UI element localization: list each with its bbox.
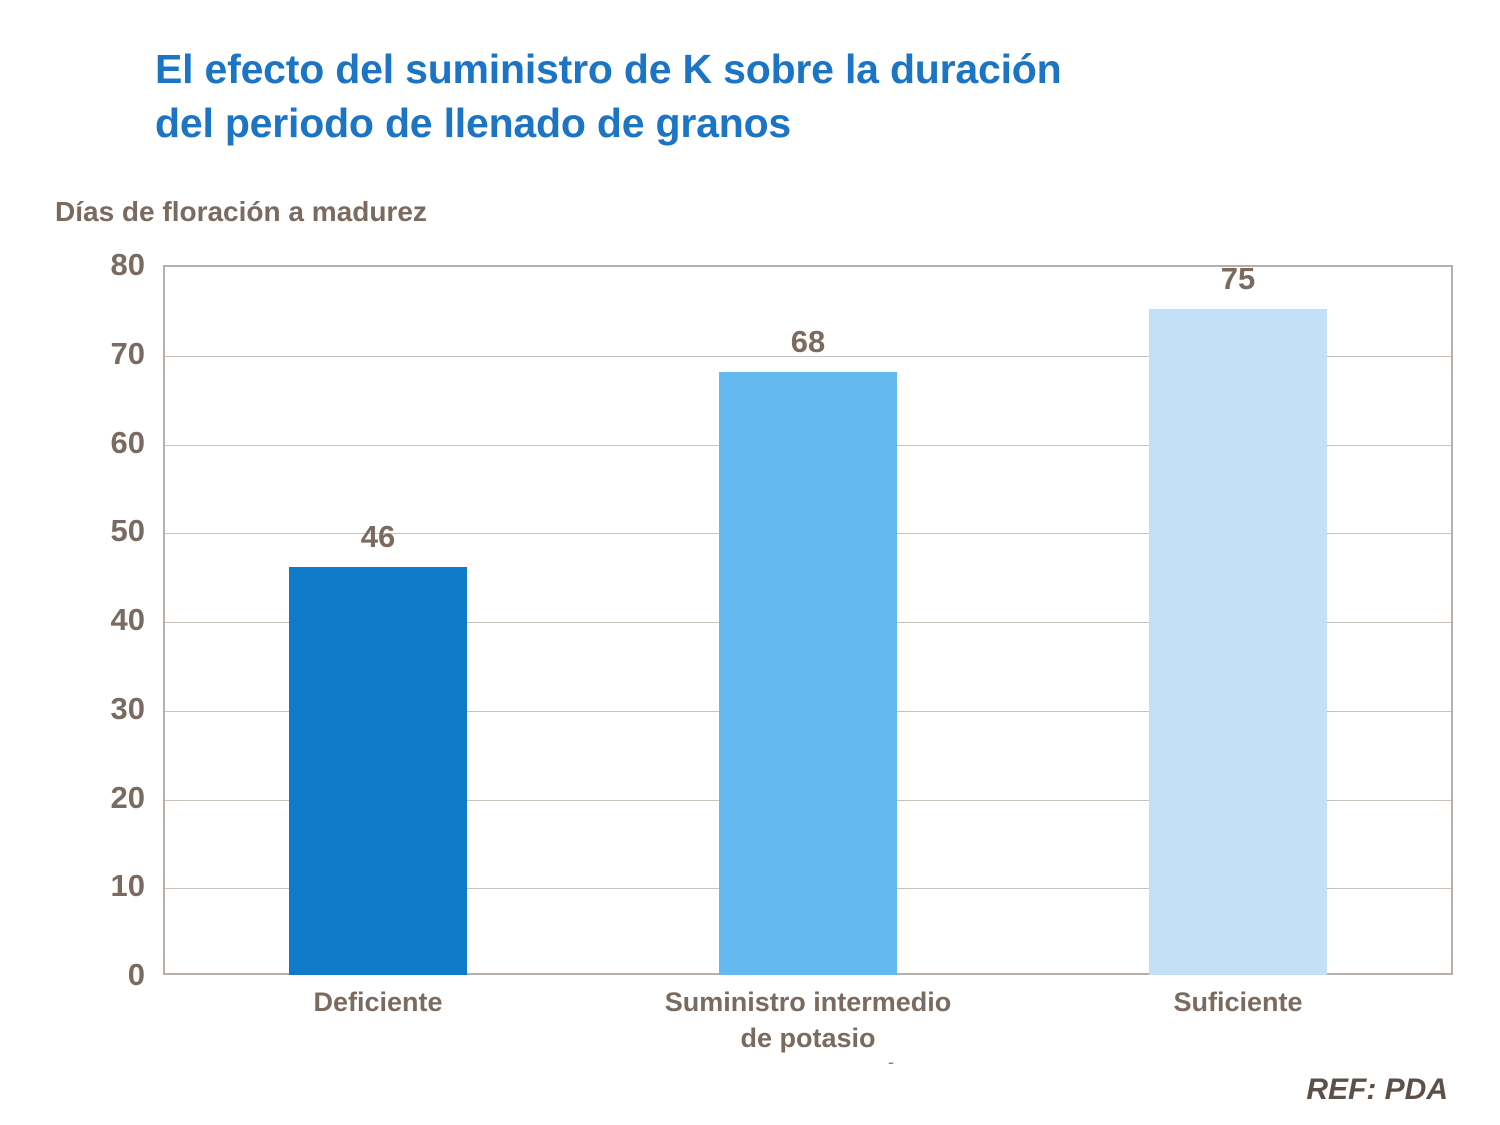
y-tick-40: 40 bbox=[110, 602, 145, 637]
category-label-intermedio-line1: Suministro intermedio bbox=[664, 987, 952, 1017]
y-tick-20: 20 bbox=[110, 779, 145, 815]
title-line-2: del periodo de llenado de granos bbox=[155, 100, 792, 147]
gridline-10 bbox=[165, 888, 1451, 889]
category-label-intermedio bbox=[593, 985, 1023, 1056]
y-tick-60: 60 bbox=[110, 424, 145, 460]
gridline-40 bbox=[165, 622, 1451, 623]
plot-area bbox=[163, 265, 1453, 975]
y-tick-30: 30 bbox=[110, 690, 145, 726]
y-tick-80: 80 bbox=[110, 247, 145, 282]
gridline-70 bbox=[165, 356, 1451, 357]
gridline-50 bbox=[165, 533, 1451, 534]
bar-label-deficiente: 46 bbox=[360, 518, 396, 554]
y-tick-0: 0 bbox=[127, 957, 145, 992]
bar-label-suficiente: 75 bbox=[1220, 261, 1256, 297]
category-label-suficiente-line1: Suficiente bbox=[1173, 987, 1303, 1017]
stray-dash-mark: - bbox=[888, 1052, 894, 1072]
gridline-30 bbox=[165, 711, 1451, 712]
bar-label-intermedio: 68 bbox=[790, 323, 826, 359]
category-label-deficiente bbox=[163, 985, 593, 1056]
x-axis-categories bbox=[163, 985, 1453, 1056]
y-tick-70: 70 bbox=[110, 335, 145, 371]
source-reference: REF: PDA bbox=[1306, 1073, 1448, 1106]
category-label-deficiente-line1: Deficiente bbox=[313, 987, 443, 1017]
category-label-suficiente bbox=[1023, 985, 1453, 1056]
gridline-60 bbox=[165, 445, 1451, 446]
page-title bbox=[155, 42, 1355, 150]
y-tick-10: 10 bbox=[110, 868, 145, 904]
title-line-1: El efecto del suministro de K sobre la duración bbox=[155, 46, 1062, 92]
category-label-intermedio-line2: de potasio bbox=[740, 1022, 876, 1053]
gridline-20 bbox=[165, 800, 1451, 801]
y-tick-50: 50 bbox=[110, 513, 145, 549]
y-axis-title: Días de floración a madurez bbox=[55, 196, 427, 227]
